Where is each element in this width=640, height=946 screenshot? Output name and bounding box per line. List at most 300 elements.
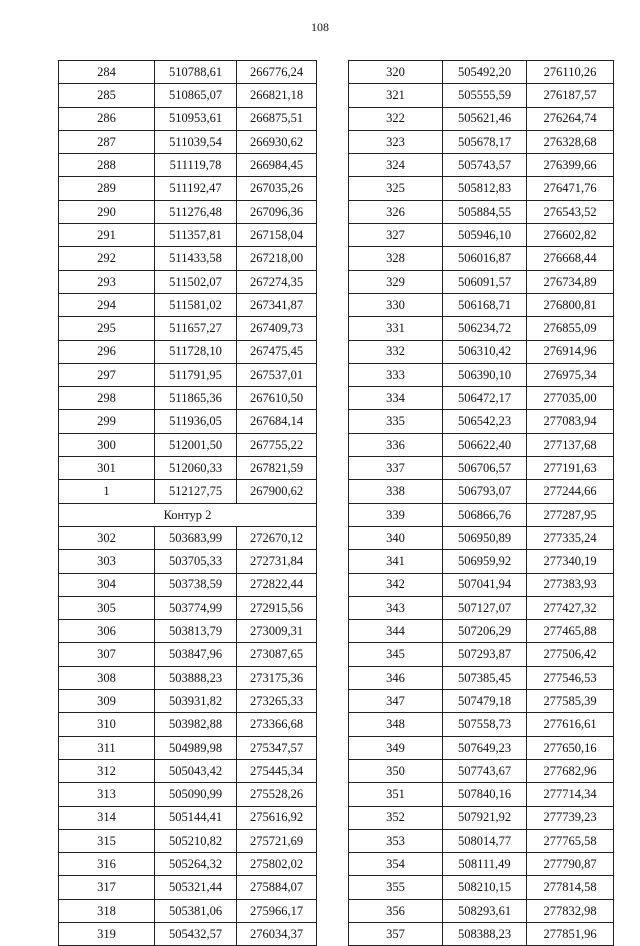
x-coordinate-cell: 510953,61 <box>155 107 237 130</box>
x-coordinate-cell: 511357,81 <box>155 224 237 247</box>
point-number-cell: 313 <box>59 783 155 806</box>
table-row <box>349 783 614 806</box>
table-row <box>349 224 614 247</box>
x-coordinate-cell: 511581,02 <box>155 293 237 316</box>
x-coordinate-cell: 506706,57 <box>443 457 527 480</box>
coordinates-table-left-body <box>59 61 317 946</box>
x-coordinate-cell: 506866,76 <box>443 503 527 526</box>
x-coordinate-cell: 510865,07 <box>155 84 237 107</box>
x-coordinate-cell: 505321,44 <box>155 876 237 899</box>
x-coordinate-cell: 508210,15 <box>443 876 527 899</box>
x-coordinate-cell: 511791,95 <box>155 363 237 386</box>
x-coordinate-cell: 506234,72 <box>443 317 527 340</box>
x-coordinate-cell: 505264,32 <box>155 853 237 876</box>
point-number-cell: 316 <box>59 853 155 876</box>
x-coordinate-cell: 503705,33 <box>155 550 237 573</box>
x-coordinate-cell: 511192,47 <box>155 177 237 200</box>
y-coordinate-cell: 277287,95 <box>527 503 614 526</box>
x-coordinate-cell: 503931,82 <box>155 690 237 713</box>
table-row <box>349 154 614 177</box>
table-row <box>59 829 317 852</box>
x-coordinate-cell: 506542,23 <box>443 410 527 433</box>
y-coordinate-cell: 277335,24 <box>527 526 614 549</box>
point-number-cell: 344 <box>349 620 443 643</box>
x-coordinate-cell: 507385,45 <box>443 666 527 689</box>
point-number-cell: 312 <box>59 759 155 782</box>
x-coordinate-cell: 507921,92 <box>443 806 527 829</box>
point-number-cell: 328 <box>349 247 443 270</box>
point-number-cell: 305 <box>59 596 155 619</box>
y-coordinate-cell: 277546,53 <box>527 666 614 689</box>
x-coordinate-cell: 505678,17 <box>443 130 527 153</box>
x-coordinate-cell: 503738,59 <box>155 573 237 596</box>
point-number-cell: 287 <box>59 130 155 153</box>
point-number-cell: 285 <box>59 84 155 107</box>
table-row <box>59 526 317 549</box>
y-coordinate-cell: 276800,81 <box>527 293 614 316</box>
table-row <box>59 480 317 503</box>
y-coordinate-cell: 276471,76 <box>527 177 614 200</box>
table-row <box>349 270 614 293</box>
y-coordinate-cell: 275966,17 <box>237 899 317 922</box>
x-coordinate-cell: 506950,89 <box>443 526 527 549</box>
x-coordinate-cell: 508293,61 <box>443 899 527 922</box>
table-row <box>349 340 614 363</box>
x-coordinate-cell: 505144,41 <box>155 806 237 829</box>
x-coordinate-cell: 511657,27 <box>155 317 237 340</box>
y-coordinate-cell: 277191,63 <box>527 457 614 480</box>
table-row <box>59 363 317 386</box>
table-row <box>59 410 317 433</box>
y-coordinate-cell: 273009,31 <box>237 620 317 643</box>
point-number-cell: 292 <box>59 247 155 270</box>
x-coordinate-cell: 506472,17 <box>443 387 527 410</box>
x-coordinate-cell: 507127,07 <box>443 596 527 619</box>
y-coordinate-cell: 276668,44 <box>527 247 614 270</box>
table-row <box>349 363 614 386</box>
point-number-cell: 290 <box>59 200 155 223</box>
point-number-cell: 296 <box>59 340 155 363</box>
table-row <box>59 130 317 153</box>
table-row <box>349 806 614 829</box>
y-coordinate-cell: 277682,96 <box>527 759 614 782</box>
table-row <box>349 526 614 549</box>
point-number-cell: 343 <box>349 596 443 619</box>
point-number-cell: 318 <box>59 899 155 922</box>
point-number-cell: 345 <box>349 643 443 666</box>
table-row <box>349 876 614 899</box>
x-coordinate-cell: 506622,40 <box>443 433 527 456</box>
point-number-cell: 317 <box>59 876 155 899</box>
x-coordinate-cell: 507649,23 <box>443 736 527 759</box>
point-number-cell: 327 <box>349 224 443 247</box>
point-number-cell: 284 <box>59 61 155 84</box>
y-coordinate-cell: 277506,42 <box>527 643 614 666</box>
point-number-cell: 323 <box>349 130 443 153</box>
x-coordinate-cell: 511433,58 <box>155 247 237 270</box>
x-coordinate-cell: 505432,57 <box>155 922 237 945</box>
page-number: 108 <box>311 20 329 34</box>
point-number-cell: 319 <box>59 922 155 945</box>
point-number-cell: 306 <box>59 620 155 643</box>
y-coordinate-cell: 277427,32 <box>527 596 614 619</box>
table-row <box>349 759 614 782</box>
y-coordinate-cell: 267900,62 <box>237 480 317 503</box>
table-row <box>349 620 614 643</box>
point-number-cell: 298 <box>59 387 155 410</box>
y-coordinate-cell: 267755,22 <box>237 433 317 456</box>
table-row <box>59 783 317 806</box>
point-number-cell: 297 <box>59 363 155 386</box>
point-number-cell: 331 <box>349 317 443 340</box>
point-number-cell: 320 <box>349 61 443 84</box>
y-coordinate-cell: 276034,37 <box>237 922 317 945</box>
x-coordinate-cell: 505492,20 <box>443 61 527 84</box>
point-number-cell: 1 <box>59 480 155 503</box>
table-row <box>349 61 614 84</box>
y-coordinate-cell: 267158,04 <box>237 224 317 247</box>
point-number-cell: 342 <box>349 573 443 596</box>
y-coordinate-cell: 266821,18 <box>237 84 317 107</box>
y-coordinate-cell: 276328,68 <box>527 130 614 153</box>
x-coordinate-cell: 503683,99 <box>155 526 237 549</box>
y-coordinate-cell: 276602,82 <box>527 224 614 247</box>
table-row <box>59 457 317 480</box>
point-number-cell: 299 <box>59 410 155 433</box>
table-row <box>349 130 614 153</box>
table-row <box>59 550 317 573</box>
y-coordinate-cell: 277739,23 <box>527 806 614 829</box>
coordinates-table-left <box>58 60 317 946</box>
x-coordinate-cell: 507558,73 <box>443 713 527 736</box>
table-row <box>349 293 614 316</box>
x-coordinate-cell: 506310,42 <box>443 340 527 363</box>
table-row <box>59 84 317 107</box>
x-coordinate-cell: 511502,07 <box>155 270 237 293</box>
point-number-cell: 329 <box>349 270 443 293</box>
point-number-cell: 351 <box>349 783 443 806</box>
point-number-cell: 340 <box>349 526 443 549</box>
point-number-cell: 303 <box>59 550 155 573</box>
point-number-cell: 293 <box>59 270 155 293</box>
x-coordinate-cell: 511276,48 <box>155 200 237 223</box>
table-row <box>349 736 614 759</box>
point-number-cell: 321 <box>349 84 443 107</box>
table-row <box>59 200 317 223</box>
table-row <box>59 433 317 456</box>
point-number-cell: 308 <box>59 666 155 689</box>
y-coordinate-cell: 273175,36 <box>237 666 317 689</box>
y-coordinate-cell: 276399,66 <box>527 154 614 177</box>
point-number-cell: 352 <box>349 806 443 829</box>
point-number-cell: 325 <box>349 177 443 200</box>
table-row <box>59 853 317 876</box>
y-coordinate-cell: 275445,34 <box>237 759 317 782</box>
y-coordinate-cell: 275616,92 <box>237 806 317 829</box>
table-row <box>59 154 317 177</box>
y-coordinate-cell: 273366,68 <box>237 713 317 736</box>
y-coordinate-cell: 275884,07 <box>237 876 317 899</box>
table-row <box>59 690 317 713</box>
coordinates-table-right <box>348 60 614 946</box>
x-coordinate-cell: 506168,71 <box>443 293 527 316</box>
x-coordinate-cell: 507293,87 <box>443 643 527 666</box>
x-coordinate-cell: 505743,57 <box>443 154 527 177</box>
y-coordinate-cell: 276187,57 <box>527 84 614 107</box>
point-number-cell: 332 <box>349 340 443 363</box>
point-number-cell: 350 <box>349 759 443 782</box>
section-header-cell: Контур 2 <box>59 503 317 526</box>
table-row <box>349 853 614 876</box>
point-number-cell: 324 <box>349 154 443 177</box>
y-coordinate-cell: 272731,84 <box>237 550 317 573</box>
point-number-cell: 314 <box>59 806 155 829</box>
y-coordinate-cell: 277650,16 <box>527 736 614 759</box>
x-coordinate-cell: 511039,54 <box>155 130 237 153</box>
table-row <box>349 596 614 619</box>
point-number-cell: 357 <box>349 922 443 945</box>
point-number-cell: 311 <box>59 736 155 759</box>
point-number-cell: 333 <box>349 363 443 386</box>
table-row <box>349 200 614 223</box>
x-coordinate-cell: 510788,61 <box>155 61 237 84</box>
x-coordinate-cell: 505621,46 <box>443 107 527 130</box>
y-coordinate-cell: 277832,98 <box>527 899 614 922</box>
table-row <box>59 876 317 899</box>
table-row <box>59 177 317 200</box>
x-coordinate-cell: 505381,06 <box>155 899 237 922</box>
x-coordinate-cell: 507840,16 <box>443 783 527 806</box>
y-coordinate-cell: 267035,26 <box>237 177 317 200</box>
y-coordinate-cell: 267475,45 <box>237 340 317 363</box>
x-coordinate-cell: 503813,79 <box>155 620 237 643</box>
table-row <box>59 643 317 666</box>
point-number-cell: 295 <box>59 317 155 340</box>
table-row <box>59 293 317 316</box>
x-coordinate-cell: 512127,75 <box>155 480 237 503</box>
point-number-cell: 309 <box>59 690 155 713</box>
x-coordinate-cell: 505210,82 <box>155 829 237 852</box>
point-number-cell: 288 <box>59 154 155 177</box>
x-coordinate-cell: 507479,18 <box>443 690 527 713</box>
point-number-cell: 334 <box>349 387 443 410</box>
point-number-cell: 347 <box>349 690 443 713</box>
point-number-cell: 294 <box>59 293 155 316</box>
point-number-cell: 326 <box>349 200 443 223</box>
y-coordinate-cell: 277790,87 <box>527 853 614 876</box>
y-coordinate-cell: 273265,33 <box>237 690 317 713</box>
y-coordinate-cell: 277465,88 <box>527 620 614 643</box>
x-coordinate-cell: 511936,05 <box>155 410 237 433</box>
y-coordinate-cell: 277383,93 <box>527 573 614 596</box>
y-coordinate-cell: 267610,50 <box>237 387 317 410</box>
x-coordinate-cell: 503774,99 <box>155 596 237 619</box>
y-coordinate-cell: 267684,14 <box>237 410 317 433</box>
point-number-cell: 291 <box>59 224 155 247</box>
point-number-cell: 349 <box>349 736 443 759</box>
x-coordinate-cell: 506016,87 <box>443 247 527 270</box>
y-coordinate-cell: 276975,34 <box>527 363 614 386</box>
table-row <box>349 643 614 666</box>
x-coordinate-cell: 505884,55 <box>443 200 527 223</box>
x-coordinate-cell: 506091,57 <box>443 270 527 293</box>
y-coordinate-cell: 266984,45 <box>237 154 317 177</box>
y-coordinate-cell: 277851,96 <box>527 922 614 945</box>
y-coordinate-cell: 267096,36 <box>237 200 317 223</box>
table-row <box>349 317 614 340</box>
table-row <box>349 713 614 736</box>
table-row <box>59 922 317 945</box>
x-coordinate-cell: 511728,10 <box>155 340 237 363</box>
x-coordinate-cell: 505555,59 <box>443 84 527 107</box>
y-coordinate-cell: 276914,96 <box>527 340 614 363</box>
y-coordinate-cell: 276110,26 <box>527 61 614 84</box>
table-row <box>59 806 317 829</box>
table-row <box>349 666 614 689</box>
table-row <box>59 270 317 293</box>
x-coordinate-cell: 508111,49 <box>443 853 527 876</box>
table-row <box>349 503 614 526</box>
x-coordinate-cell: 506959,92 <box>443 550 527 573</box>
x-coordinate-cell: 508388,23 <box>443 922 527 945</box>
y-coordinate-cell: 266930,62 <box>237 130 317 153</box>
y-coordinate-cell: 267341,87 <box>237 293 317 316</box>
point-number-cell: 315 <box>59 829 155 852</box>
y-coordinate-cell: 275802,02 <box>237 853 317 876</box>
point-number-cell: 307 <box>59 643 155 666</box>
point-number-cell: 356 <box>349 899 443 922</box>
y-coordinate-cell: 277137,68 <box>527 433 614 456</box>
table-row <box>59 573 317 596</box>
y-coordinate-cell: 277585,39 <box>527 690 614 713</box>
x-coordinate-cell: 504989,98 <box>155 736 237 759</box>
x-coordinate-cell: 505946,10 <box>443 224 527 247</box>
point-number-cell: 304 <box>59 573 155 596</box>
x-coordinate-cell: 503847,96 <box>155 643 237 666</box>
table-row <box>349 387 614 410</box>
table-row <box>349 410 614 433</box>
point-number-cell: 355 <box>349 876 443 899</box>
y-coordinate-cell: 272822,44 <box>237 573 317 596</box>
table-row <box>59 340 317 363</box>
table-row <box>59 224 317 247</box>
x-coordinate-cell: 505043,42 <box>155 759 237 782</box>
point-number-cell: 310 <box>59 713 155 736</box>
table-row <box>349 829 614 852</box>
y-coordinate-cell: 277035,00 <box>527 387 614 410</box>
table-row <box>59 387 317 410</box>
y-coordinate-cell: 272915,56 <box>237 596 317 619</box>
point-number-cell: 337 <box>349 457 443 480</box>
point-number-cell: 302 <box>59 526 155 549</box>
table-row <box>59 899 317 922</box>
y-coordinate-cell: 277244,66 <box>527 480 614 503</box>
x-coordinate-cell: 507206,29 <box>443 620 527 643</box>
table-row <box>349 922 614 945</box>
point-number-cell: 300 <box>59 433 155 456</box>
section-header-row <box>59 503 317 526</box>
table-row <box>59 759 317 782</box>
y-coordinate-cell: 275528,26 <box>237 783 317 806</box>
table-row <box>349 107 614 130</box>
y-coordinate-cell: 273087,65 <box>237 643 317 666</box>
table-row <box>349 480 614 503</box>
point-number-cell: 336 <box>349 433 443 456</box>
table-row <box>349 550 614 573</box>
y-coordinate-cell: 267218,00 <box>237 247 317 270</box>
y-coordinate-cell: 275721,69 <box>237 829 317 852</box>
point-number-cell: 338 <box>349 480 443 503</box>
x-coordinate-cell: 507743,67 <box>443 759 527 782</box>
y-coordinate-cell: 267409,73 <box>237 317 317 340</box>
x-coordinate-cell: 511865,36 <box>155 387 237 410</box>
y-coordinate-cell: 267821,59 <box>237 457 317 480</box>
point-number-cell: 289 <box>59 177 155 200</box>
y-coordinate-cell: 267537,01 <box>237 363 317 386</box>
x-coordinate-cell: 503982,88 <box>155 713 237 736</box>
y-coordinate-cell: 276264,74 <box>527 107 614 130</box>
coordinates-table-right-body <box>349 61 614 946</box>
point-number-cell: 348 <box>349 713 443 736</box>
point-number-cell: 353 <box>349 829 443 852</box>
table-row <box>349 177 614 200</box>
point-number-cell: 301 <box>59 457 155 480</box>
table-row <box>59 596 317 619</box>
y-coordinate-cell: 266776,24 <box>237 61 317 84</box>
y-coordinate-cell: 277714,34 <box>527 783 614 806</box>
y-coordinate-cell: 266875,51 <box>237 107 317 130</box>
table-row <box>59 666 317 689</box>
x-coordinate-cell: 512001,50 <box>155 433 237 456</box>
table-row <box>349 84 614 107</box>
table-row <box>349 433 614 456</box>
table-row <box>349 457 614 480</box>
y-coordinate-cell: 277814,58 <box>527 876 614 899</box>
y-coordinate-cell: 275347,57 <box>237 736 317 759</box>
table-row <box>349 690 614 713</box>
table-row <box>59 247 317 270</box>
y-coordinate-cell: 276543,52 <box>527 200 614 223</box>
table-row <box>349 573 614 596</box>
table-row <box>59 736 317 759</box>
y-coordinate-cell: 276734,89 <box>527 270 614 293</box>
point-number-cell: 346 <box>349 666 443 689</box>
point-number-cell: 330 <box>349 293 443 316</box>
x-coordinate-cell: 512060,33 <box>155 457 237 480</box>
table-row <box>59 317 317 340</box>
y-coordinate-cell: 277616,61 <box>527 713 614 736</box>
x-coordinate-cell: 507041,94 <box>443 573 527 596</box>
point-number-cell: 341 <box>349 550 443 573</box>
x-coordinate-cell: 508014,77 <box>443 829 527 852</box>
x-coordinate-cell: 505812,83 <box>443 177 527 200</box>
point-number-cell: 339 <box>349 503 443 526</box>
x-coordinate-cell: 505090,99 <box>155 783 237 806</box>
table-row <box>349 899 614 922</box>
y-coordinate-cell: 276855,09 <box>527 317 614 340</box>
table-row <box>349 247 614 270</box>
point-number-cell: 322 <box>349 107 443 130</box>
table-row <box>59 107 317 130</box>
table-row <box>59 620 317 643</box>
point-number-cell: 286 <box>59 107 155 130</box>
y-coordinate-cell: 277340,19 <box>527 550 614 573</box>
y-coordinate-cell: 272670,12 <box>237 526 317 549</box>
y-coordinate-cell: 267274,35 <box>237 270 317 293</box>
x-coordinate-cell: 503888,23 <box>155 666 237 689</box>
x-coordinate-cell: 511119,78 <box>155 154 237 177</box>
y-coordinate-cell: 277765,58 <box>527 829 614 852</box>
